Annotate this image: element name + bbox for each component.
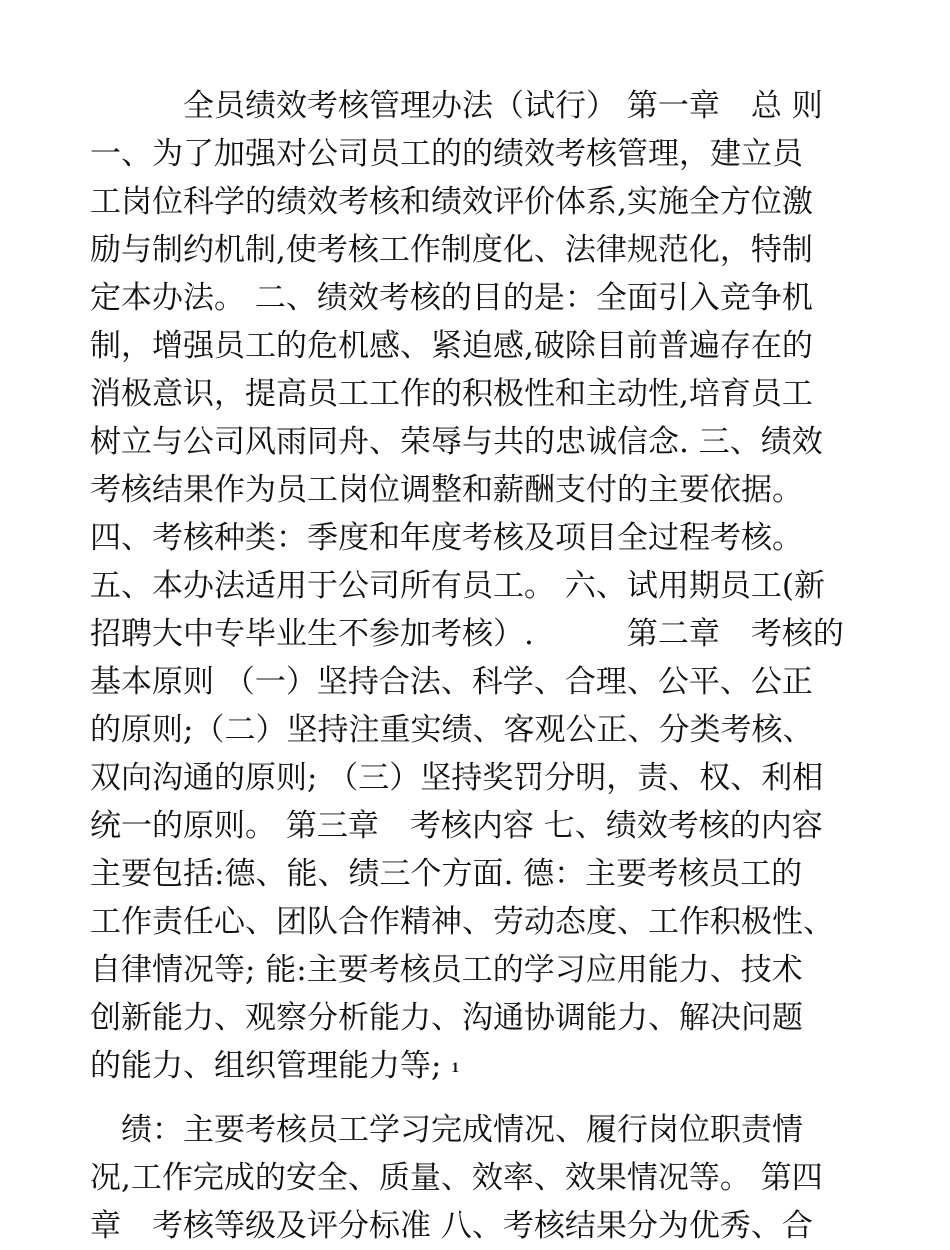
text-line-content: 的能力、组织管理能力等; <box>90 1048 442 1084</box>
text-line: 工作责任心、团队合作精神、劳动态度、工作积极性、 <box>90 904 834 940</box>
text-line: 绩：主要考核员工学习完成情况、履行岗位职责情 <box>90 1112 803 1148</box>
text-line: 创新能力、观察分析能力、沟通协调能力、解决问题 <box>90 1000 803 1036</box>
text-line: 全员绩效考核管理办法（试行） 第一章 总 则 <box>90 88 823 124</box>
text-line: 自律情况等; 能:主要考核员工的学习应用能力、技术 <box>90 952 803 988</box>
text-line: 统一的原则。 第三章 考核内容 七、绩效考核的内容 <box>90 808 823 844</box>
text-line: 励与制约机制,使考核工作制度化、法律规范化，特制 <box>90 232 813 268</box>
text-line: 招聘大中专毕业生不参加考核）. 第二章 考核的 <box>90 616 844 652</box>
page-number: 1 <box>451 1059 459 1076</box>
text-line: 树立与公司风雨同舟、荣辱与共的忠诚信念. 三、绩效 <box>90 424 823 460</box>
text-line: 四、考核种类：季度和年度考核及项目全过程考核。 <box>90 520 803 556</box>
text-line: 双向沟通的原则; （三）坚持奖罚分明，责、权、利相 <box>90 760 824 796</box>
text-line: 一、为了加强对公司员工的的绩效考核管理，建立员 <box>90 136 803 172</box>
text-line: 五、本办法适用于公司所有员工。 六、试用期员工(新 <box>90 568 825 604</box>
text-line: 的原则;（二）坚持注重实绩、客观公正、分类考核、 <box>90 712 814 748</box>
text-line-last <box>90 1042 459 1090</box>
text-line: 制，增强员工的危机感、紧迫感,破除目前普遍存在的 <box>90 328 813 364</box>
text-line: 主要包括:德、能、绩三个方面. 德：主要考核员工的 <box>90 856 803 892</box>
text-line: 工岗位科学的绩效考核和绩效评价体系,实施全方位激 <box>90 184 813 220</box>
text-line: 消极意识，提高员工工作的积极性和主动性,培育员工 <box>90 376 813 412</box>
text-line: 定本办法。 二、绩效考核的目的是：全面引入竞争机 <box>90 280 813 316</box>
text-line: 章 考核等级及评分标准 八、考核结果分为优秀、合 <box>90 1208 813 1244</box>
text-line: 考核结果作为员工岗位调整和薪酬支付的主要依据。 <box>90 472 803 508</box>
text-line: 基本原则 （一）坚持合法、科学、合理、公平、公正 <box>90 664 813 700</box>
text-line: 况,工作完成的安全、质量、效率、效果情况等。 第四 <box>90 1160 823 1196</box>
